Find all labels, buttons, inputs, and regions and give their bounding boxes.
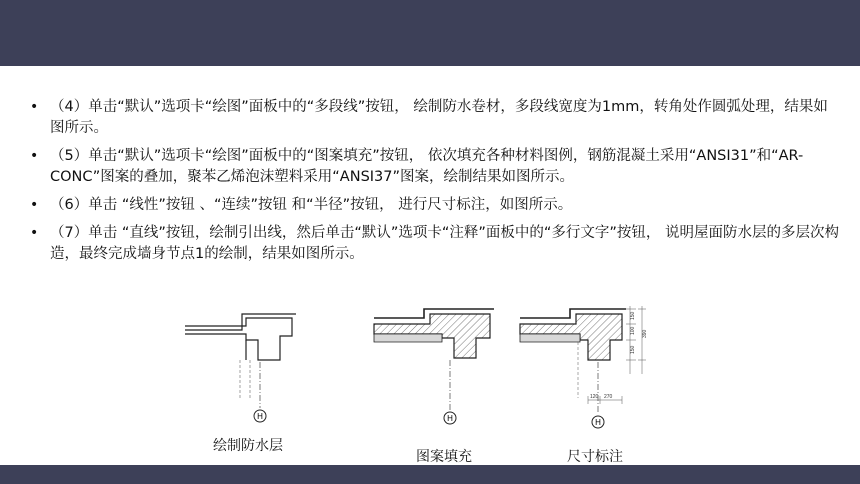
bullet-marker: • [30, 197, 39, 213]
bullet-list [30, 97, 842, 272]
dimension-label: 120 [590, 394, 599, 400]
footer-band [0, 465, 860, 484]
figure-waterproof-layer [180, 312, 320, 432]
bullet-text: （5）单击“默认”选项卡“绘图”面板中的“图案填充”按钮， 依次填充各种材料图例，钢筋混凝土采用“ANSI31”和“AR-CONC”图案的叠加，聚苯乙烯泡沫塑料采用“ANSI37”图案，绘制结果如图所示。 [50, 148, 804, 185]
axis-label: H [257, 412, 263, 421]
bullet-marker: • [30, 225, 39, 241]
bullet-item [30, 223, 842, 265]
dimension-label: 100 [630, 326, 636, 335]
dimension-label: 270 [604, 394, 613, 400]
axis-label: H [595, 418, 601, 427]
dimension-label: 150 [630, 345, 636, 354]
bullet-item [30, 146, 842, 188]
bullet-text: （6）单击 “线性”按钮 、“连续”按钮 和“半径”按钮， 进行尺寸标注，如图所示。 [50, 197, 573, 213]
dimension-label: 150 [630, 311, 636, 320]
bullet-marker: • [30, 148, 39, 164]
bullet-item [30, 195, 842, 216]
header-band [0, 0, 860, 66]
caption-dimensioning: 尺寸标注 [567, 449, 623, 465]
bullet-item [30, 97, 842, 139]
waterproof-layer-drawing [180, 312, 320, 432]
dimensioning-drawing [518, 302, 668, 442]
caption-waterproof-layer: 绘制防水层 [213, 438, 283, 454]
figure-dimensioning [518, 302, 668, 442]
bullet-marker: • [30, 99, 39, 115]
caption-hatch-fill: 图案填充 [416, 449, 472, 465]
bullet-text: （4）单击“默认”选项卡“绘图”面板中的“多段线”按钮， 绘制防水卷材，多段线宽度为1mm，转角处作圆弧处理，结果如图所示。 [50, 99, 828, 136]
axis-label: H [447, 414, 453, 423]
hatch-fill-drawing [372, 306, 502, 436]
dimension-label: 390 [642, 329, 648, 338]
figure-hatch-fill [372, 306, 502, 436]
bullet-text: （7）单击 “直线”按钮，绘制引出线，然后单击“默认”选项卡“注释”面板中的“多行文字”按钮， 说明屋面防水层的多层次构造，最终完成墙身节点1的绘制，结果如图所示。 [50, 225, 840, 262]
